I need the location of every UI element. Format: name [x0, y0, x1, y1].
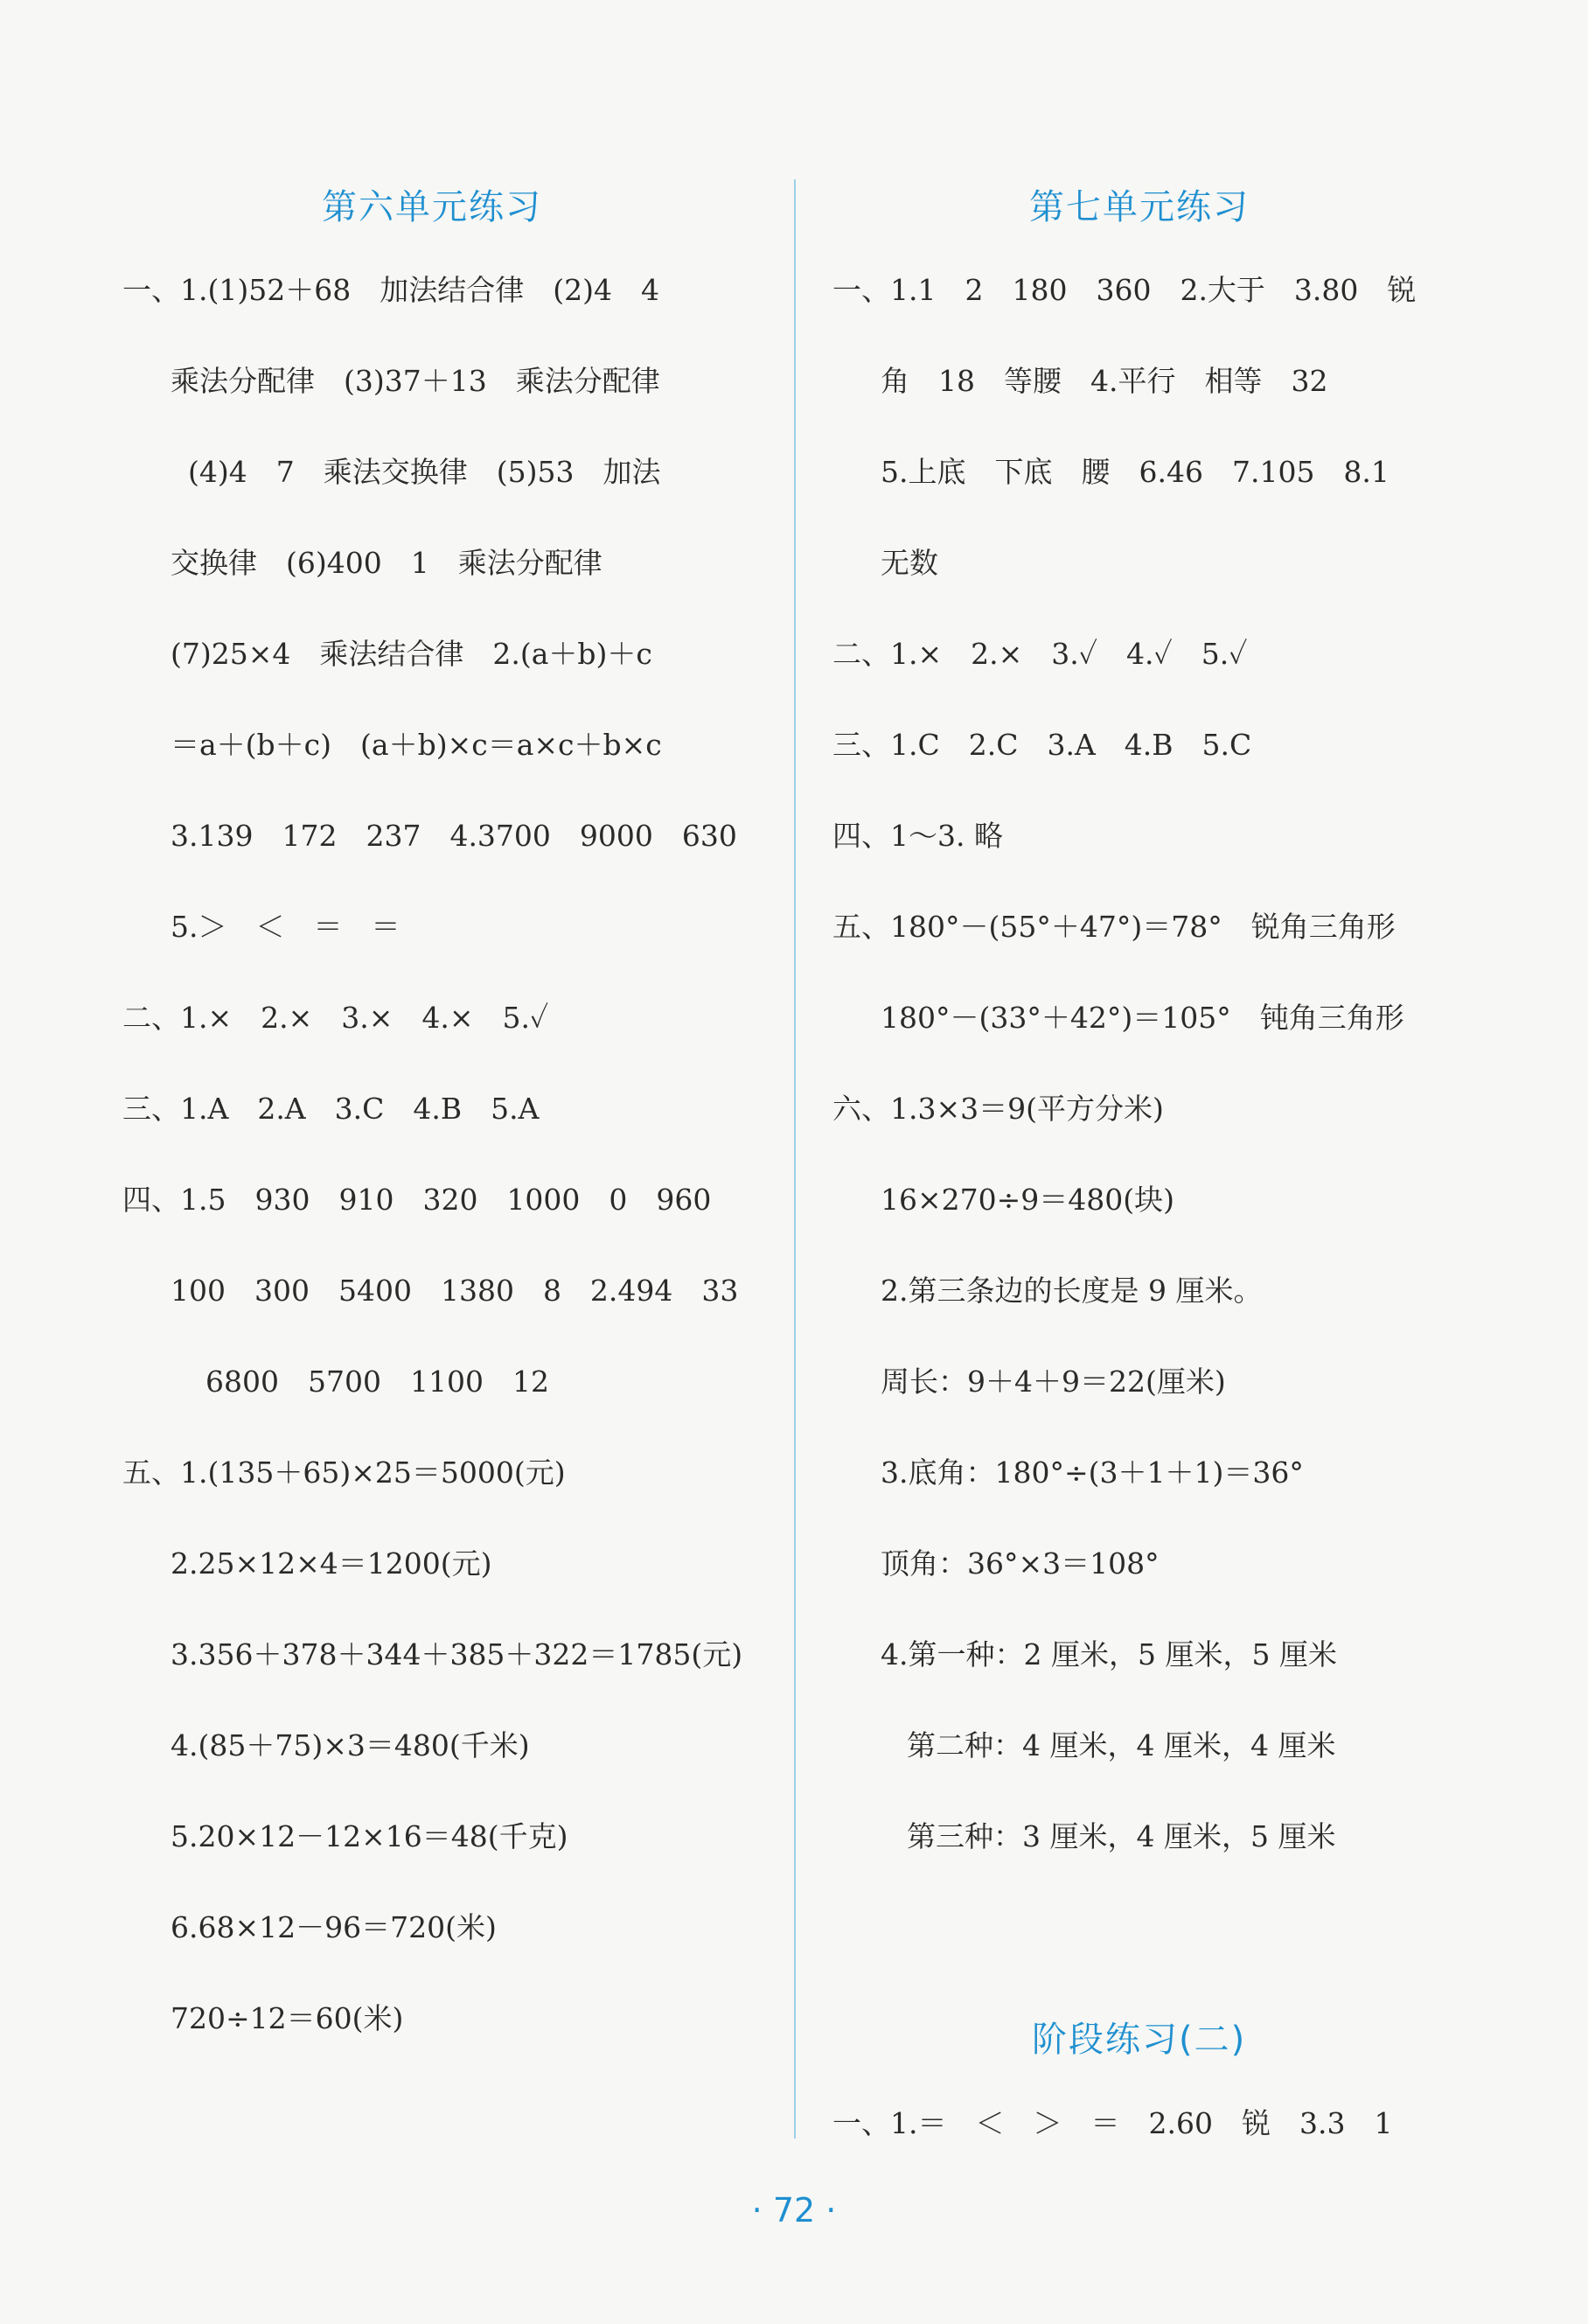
answer-line: 5.20×12－12×16＝48(千克) [171, 1819, 568, 1853]
answer-line: 3.356＋378＋344＋385＋322＝1785(元) [171, 1637, 743, 1671]
answer-line: 五、1.(135＋65)×25＝5000(元) [122, 1455, 566, 1490]
section-title-unit7: 第七单元练习 [1029, 187, 1250, 227]
answer-line: ＝a＋(b＋c) (a＋b)×c＝a×c＋b×c [171, 728, 662, 762]
answer-line: 乘法分配律 (3)37＋13 乘法分配律 [171, 364, 660, 398]
section-title-unit6: 第六单元练习 [322, 187, 542, 227]
answer-line: 6.68×12－96＝720(米) [171, 1910, 497, 1944]
answer-line: 二、1.× 2.× 3.× 4.× 5.✓ [122, 1001, 549, 1035]
answer-line: 第三种：3 厘米，4 厘米，5 厘米 [907, 1819, 1336, 1853]
answer-line: 3.139 172 237 4.3700 9000 630 [171, 819, 737, 853]
answer-line: 2.第三条边的长度是 9 厘米。 [881, 1274, 1263, 1308]
answer-line: 角 18 等腰 4.平行 相等 32 [881, 364, 1328, 398]
answer-line: 16×270÷9＝480(块) [881, 1183, 1175, 1217]
answer-line: 三、1.C 2.C 3.A 4.B 5.C [832, 728, 1252, 762]
answer-line: 三、1.A 2.A 3.C 4.B 5.A [122, 1092, 540, 1126]
answer-line: 4.第一种：2 厘米，5 厘米，5 厘米 [881, 1637, 1337, 1671]
answer-line: 五、180°－(55°＋47°)＝78° 锐角三角形 [832, 910, 1396, 944]
answer-line: 6800 5700 1100 12 [205, 1364, 549, 1399]
answer-line: 4.(85＋75)×3＝480(千米) [171, 1728, 530, 1762]
answer-line: 一、1.(1)52＋68 加法结合律 (2)4 4 [122, 273, 659, 307]
answer-line: (7)25×4 乘法结合律 2.(a＋b)＋c [171, 637, 652, 671]
answer-line: 一、1.＝ ＜ ＞ ＝ 2.60 锐 3.3 1 [832, 2106, 1393, 2140]
answer-line: 一、1.1 2 180 360 2.大于 3.80 锐 [832, 273, 1417, 307]
answer-line: 交换律 (6)400 1 乘法分配律 [171, 546, 602, 580]
answer-line: 720÷12＝60(米) [171, 2001, 404, 2035]
answer-line: 六、1.3×3＝9(平方分米) [832, 1092, 1164, 1126]
answer-line: 二、1.× 2.× 3.✓ 4.✓ 5.✓ [832, 637, 1248, 671]
answer-line: 顶角：36°×3＝108° [881, 1546, 1160, 1581]
answer-line: 5.＞ ＜ ＝ ＝ [171, 910, 400, 944]
answer-line: 第二种：4 厘米，4 厘米，4 厘米 [907, 1728, 1336, 1762]
page-number: · 72 · [751, 2191, 837, 2230]
column-divider [794, 179, 796, 2139]
answer-line: 2.25×12×4＝1200(元) [171, 1546, 492, 1581]
answer-line: 周长：9＋4＋9＝22(厘米) [881, 1364, 1226, 1399]
answer-line: 100 300 5400 1380 8 2.494 33 [171, 1274, 739, 1308]
answer-line: 3.底角：180°÷(3＋1＋1)＝36° [881, 1455, 1304, 1490]
answer-line: (4)4 7 乘法交换律 (5)53 加法 [188, 455, 661, 489]
answer-line: 四、1.5 930 910 320 1000 0 960 [122, 1183, 712, 1217]
answer-line: 5.上底 下底 腰 6.46 7.105 8.1 [881, 455, 1390, 489]
answer-line: 180°－(33°＋42°)＝105° 钝角三角形 [881, 1001, 1404, 1035]
answer-line: 四、1～3. 略 [832, 819, 1003, 853]
answer-line: 无数 [881, 546, 938, 580]
section-title-stage2: 阶段练习(二) [1032, 2020, 1247, 2060]
